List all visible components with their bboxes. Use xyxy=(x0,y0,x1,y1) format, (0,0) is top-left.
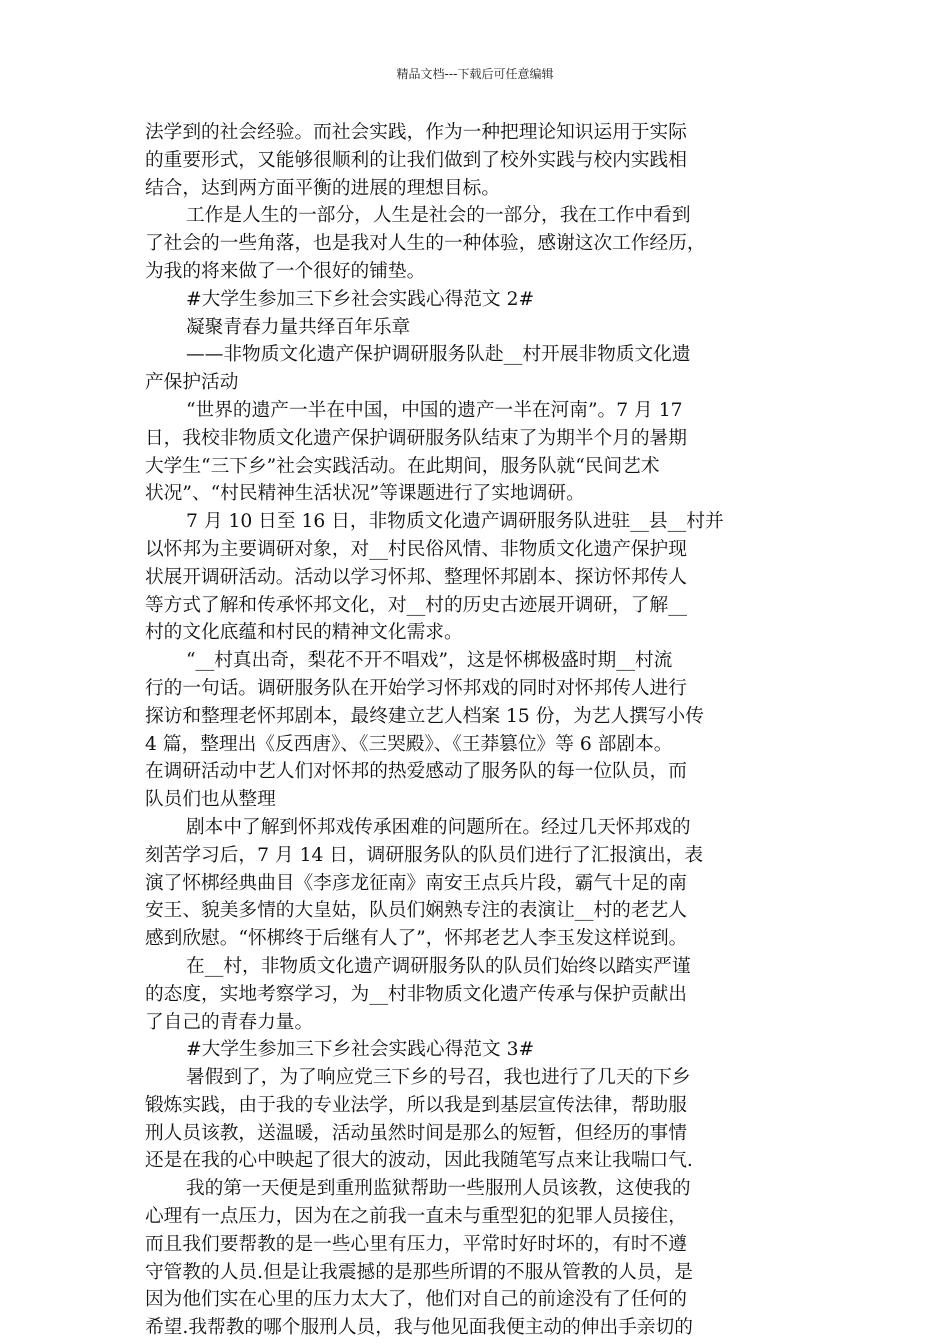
text-line: 暑假到了，为了响应党三下乡的号召，我也进行了几天的下乡 xyxy=(186,1067,691,1089)
text-line: 心理有一点压力，因为在之前我一直未与重型犯的犯罪人员接住， xyxy=(145,1206,687,1228)
text-line: 以怀邦为主要调研对象，对__村民俗风情、非物质文化遗产保护现 xyxy=(145,538,687,560)
text-line: 工作是人生的一部分，人生是社会的一部分，我在工作中看到 xyxy=(186,205,691,227)
text-line: 了自己的青春力量。 xyxy=(145,1011,314,1033)
text-line: 的重要形式，又能够很顺利的让我们做到了校外实践与校内实践相 xyxy=(145,149,687,171)
text-line: 队员们也从整理 xyxy=(145,789,276,811)
text-line: “__村真出奇，梨花不开不唱戏”，这是怀梆极盛时期__村流 xyxy=(186,650,673,672)
text-line: 在__村，非物质文化遗产调研服务队的队员们始终以踏实严谨 xyxy=(186,955,691,977)
text-line: 探访和整理老怀邦剧本，最终建立艺人档案 15 份，为艺人撰写小传 xyxy=(145,705,704,727)
text-line: 刻苦学习后，7 月 14 日，调研服务队的队员们进行了汇报演出，表 xyxy=(145,844,704,866)
text-line: ——非物质文化遗产保护调研服务队赴__村开展非物质文化遗 xyxy=(186,344,691,366)
text-line: 日，我校非物质文化遗产保护调研服务队结束了为期半个月的暑期 xyxy=(145,427,687,449)
text-line: #大学生参加三下乡社会实践心得范文 3# xyxy=(186,1039,535,1061)
text-line: 7 月 10 日至 16 日，非物质文化遗产调研服务队进驻__县__村并 xyxy=(186,511,724,533)
text-line: 凝聚青春力量共绎百年乐章 xyxy=(186,316,411,338)
text-line: 刑人员该教，送温暖，活动虽然时间是那么的短暂，但经历的事情 xyxy=(145,1122,687,1144)
text-line: 在调研活动中艺人们对怀邦的热爱感动了服务队的每一位队员，而 xyxy=(145,761,687,783)
text-line: 还是在我的心中映起了很大的波动，因此我随笔写点来让我喘口气. xyxy=(145,1150,693,1172)
text-line: 安王、貌美多情的大皇姑，队员们娴熟专注的表演让__村的老艺人 xyxy=(145,900,687,922)
text-line: 了社会的一些角落，也是我对人生的一种体验，感谢这次工作经历， xyxy=(145,233,706,255)
text-line: 的态度，实地考察学习，为__村非物质文化遗产传承与保护贡献出 xyxy=(145,983,687,1005)
text-line: #大学生参加三下乡社会实践心得范文 2# xyxy=(186,288,535,310)
text-line: 感到欣慰。“怀梆终于后继有人了”，怀邦老艺人李玉发这样说到。 xyxy=(145,928,688,950)
text-line: 产保护活动 xyxy=(145,372,239,394)
text-line: 而且我们要帮教的是一些心里有压力，平常时好时坏的，有时不遵 xyxy=(145,1233,687,1255)
text-line: 剧本中了解到怀邦戏传承困难的问题所在。经过几天怀邦戏的 xyxy=(186,816,691,838)
text-line: 状展开调研活动。活动以学习怀邦、整理怀邦剧本、探访怀邦传人 xyxy=(145,566,687,588)
text-line: 结合，达到两方面平衡的进展的理想目标。 xyxy=(145,177,501,199)
text-line: 希望.我帮教的哪个服刑人员，我与他见面我便主动的伸出手亲切的 xyxy=(145,1317,693,1339)
page-header: 精品文档---下载后可任意编辑 xyxy=(396,67,554,81)
text-line: 村的文化底蕴和村民的精神文化需求。 xyxy=(145,622,463,644)
text-line: “世界的遗产一半在中国，中国的遗产一半在河南”。7 月 17 xyxy=(186,399,683,421)
text-line: 状况”、“村民精神生活状况”等课题进行了实地调研。 xyxy=(145,483,585,505)
text-line: 守管教的人员.但是让我震撼的是那些所谓的不服从管教的人员，是 xyxy=(145,1261,693,1283)
text-line: 大学生“三下乡”社会实践活动。在此期间，服务队就“民间艺术 xyxy=(145,455,660,477)
document-body xyxy=(145,119,817,1342)
text-line: 为我的将来做了一个很好的铺垫。 xyxy=(145,260,426,282)
text-line: 我的第一天便是到重刑监狱帮助一些服刑人员该教，这使我的 xyxy=(186,1178,691,1200)
text-line: 演了怀梆经典曲目《李彦龙征南》南安王点兵片段，霸气十足的南 xyxy=(145,872,687,894)
text-line: 法学到的社会经验。而社会实践，作为一种把理论知识运用于实际 xyxy=(145,122,687,143)
text-line: 因为他们实在心里的压力太大了，他们对自己的前途没有了任何的 xyxy=(145,1289,687,1311)
text-line: 锻炼实践，由于我的专业法学，所以我是到基层宣传法律，帮助服 xyxy=(145,1094,687,1116)
text-line: 等方式了解和传承怀邦文化，对__村的历史古迹展开调研，了解__ xyxy=(145,594,687,616)
text-line: 行的一句话。调研服务队在开始学习怀邦戏的同时对怀邦传人进行 xyxy=(145,677,687,699)
text-line: 4 篇，整理出《反西唐》、《三哭殿》、《王莽篡位》等 6 部剧本。 xyxy=(145,733,673,755)
